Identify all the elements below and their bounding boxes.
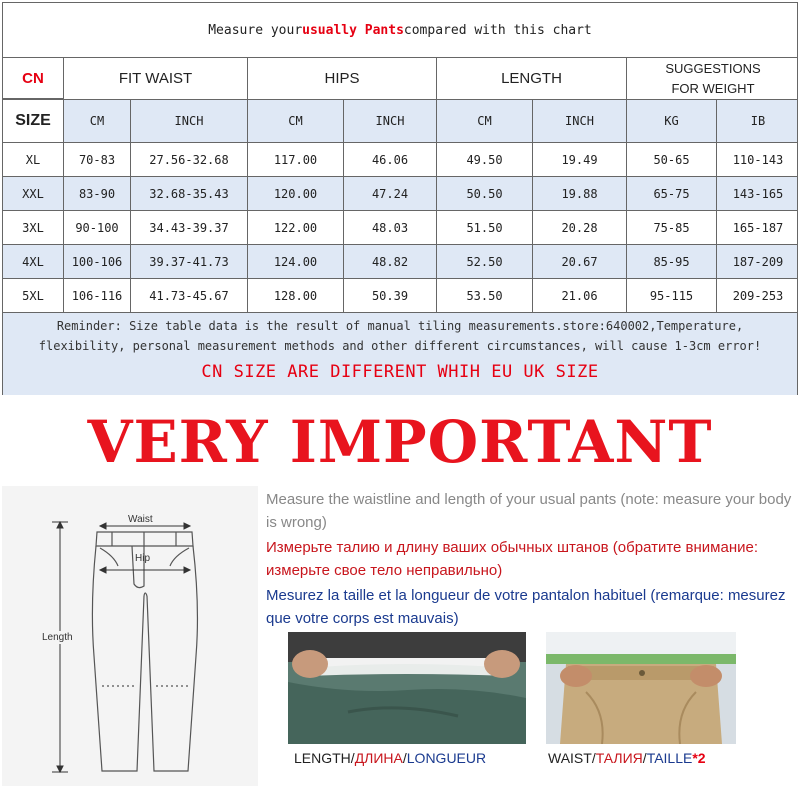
header-row-units — [3, 100, 797, 143]
table-cell: 48.82 — [344, 245, 437, 278]
table-cell: 124.00 — [248, 245, 344, 278]
suggestions-line-2: FOR WEIGHT — [671, 80, 755, 96]
table-cell: 128.00 — [248, 279, 344, 312]
table-cell: 52.50 — [437, 245, 533, 278]
table-cell: 19.88 — [533, 177, 627, 210]
pants-outline-icon — [2, 486, 258, 786]
length-photo-illustration-icon — [288, 632, 526, 744]
unit-hips-inch: INCH — [344, 100, 437, 142]
caption-waist-sep-2: / — [642, 750, 647, 766]
table-cell: 39.37-41.73 — [131, 245, 248, 278]
caption-length-en: LENGTH — [294, 750, 351, 766]
caption-length-fr: LONGUEUR — [406, 750, 487, 766]
hip-label: Hip — [135, 553, 151, 564]
table-cell: 95-115 — [627, 279, 717, 312]
table-cell: 48.03 — [344, 211, 437, 244]
caption-waist-sep-1: / — [591, 750, 596, 766]
table-cell: 46.06 — [344, 143, 437, 176]
caption-length-ru: ДЛИНА — [354, 750, 403, 766]
table-cell: 53.50 — [437, 279, 533, 312]
very-important-banner: VERY IMPORTANT — [87, 408, 713, 476]
group-hips: HIPS — [248, 58, 437, 99]
size-name-cell: 3XL — [3, 211, 64, 244]
caption-waist-multiplier: *2 — [692, 750, 706, 766]
cn-size-note: CN SIZE ARE DIFFERENT WHIH EU UK SIZE — [201, 362, 599, 382]
table-cell: 51.50 — [437, 211, 533, 244]
table-cell: 75-85 — [627, 211, 717, 244]
table-cell: 165-187 — [732, 220, 784, 235]
table-cell: 143-165 — [732, 186, 784, 201]
size-chart — [2, 2, 798, 395]
table-cell: 34.43-39.37 — [131, 211, 248, 244]
suggestions-line-1: SUGGESTIONS — [665, 60, 761, 76]
table-cell: 49.50 — [437, 143, 533, 176]
size-name-cell: 4XL — [3, 245, 64, 278]
reminder-text: Reminder: Size table data is the result of manual tiling measurements.store:640002,Temperature, flexibility, personal measurement methods and other different circumstances, will cause 1-3cm error! — [38, 319, 762, 353]
group-fit-waist: FIT WAIST — [64, 58, 248, 99]
header-row-groups — [3, 58, 797, 100]
caption-waist-fr: TAILLE — [646, 750, 693, 766]
pants-diagram — [2, 486, 258, 786]
table-row — [3, 211, 797, 245]
chart-title-suffix: compared with this chart — [403, 22, 592, 38]
waist-label: Waist — [128, 514, 153, 525]
instruction-french: Mesurez la taille et la longueur de votre pantalon habituel (remarque: mesurez que votre corps est mauvais) — [266, 587, 786, 627]
table-row — [3, 279, 797, 313]
size-cell — [3, 100, 64, 142]
size-name-cell: 5XL — [3, 279, 64, 312]
cn-label: CN — [22, 69, 44, 87]
table-row — [3, 177, 797, 211]
table-cell: 110-143 — [732, 152, 784, 167]
table-cell: 187-209 — [732, 254, 784, 269]
table-cell: 50.39 — [344, 279, 437, 312]
table-cell: 19.49 — [533, 143, 627, 176]
measure-instructions — [266, 488, 800, 630]
unit-length-cm: CM — [437, 100, 533, 142]
table-cell: 20.28 — [533, 211, 627, 244]
chart-title-prefix: Measure your — [208, 22, 303, 38]
caption-waist-ru: ТАЛИЯ — [595, 750, 643, 766]
waist-caption — [548, 750, 706, 766]
length-measure-photo — [288, 632, 526, 744]
chart-title-highlight: usually Pants — [302, 22, 404, 38]
group-suggestions — [627, 58, 799, 99]
table-row — [3, 143, 797, 177]
table-cell: 209-253 — [732, 288, 784, 303]
table-cell: 65-75 — [627, 177, 717, 210]
table-cell: 70-83 — [64, 143, 131, 176]
table-cell: 100-106 — [64, 245, 131, 278]
unit-ib: IB — [750, 114, 766, 128]
instruction-english: Measure the waistline and length of your usual pants (note: measure your body is wrong) — [266, 491, 792, 531]
reminder-box — [3, 313, 797, 395]
table-cell: 120.00 — [248, 177, 344, 210]
caption-waist-en: WAIST — [548, 750, 592, 766]
table-cell: 90-100 — [64, 211, 131, 244]
table-cell: 50-65 — [627, 143, 717, 176]
group-length: LENGTH — [437, 58, 627, 99]
caption-length-sep-2: / — [402, 750, 407, 766]
waist-photo-illustration-icon — [546, 632, 736, 744]
table-cell: 32.68-35.43 — [131, 177, 248, 210]
cn-cell — [3, 58, 64, 99]
unit-kg: KG — [627, 100, 717, 142]
waist-measure-photo — [546, 632, 736, 744]
table-row — [3, 245, 797, 279]
unit-hips-cm: CM — [248, 100, 344, 142]
unit-waist-cm: CM — [64, 100, 131, 142]
table-cell: 50.50 — [437, 177, 533, 210]
table-cell: 83-90 — [64, 177, 131, 210]
unit-waist-inch: INCH — [131, 100, 248, 142]
size-label: SIZE — [15, 112, 51, 129]
size-name-cell: XXL — [3, 177, 64, 210]
caption-length-sep-1: / — [350, 750, 355, 766]
table-cell: 106-116 — [64, 279, 131, 312]
table-cell: 20.67 — [533, 245, 627, 278]
instruction-russian: Измерьте талию и длину ваших обычных штанов (обратите внимание: измерьте свое тело неправильно) — [266, 539, 759, 579]
unit-length-inch: INCH — [533, 100, 627, 142]
table-cell: 117.00 — [248, 143, 344, 176]
table-cell: 85-95 — [627, 245, 717, 278]
size-name-cell: XL — [3, 143, 64, 176]
table-cell: 21.06 — [533, 279, 627, 312]
length-caption — [294, 750, 486, 766]
table-cell: 27.56-32.68 — [131, 143, 248, 176]
table-cell: 41.73-45.67 — [131, 279, 248, 312]
chart-title — [3, 3, 797, 58]
table-cell: 122.00 — [248, 211, 344, 244]
table-cell: 47.24 — [344, 177, 437, 210]
length-label: Length — [42, 632, 73, 643]
